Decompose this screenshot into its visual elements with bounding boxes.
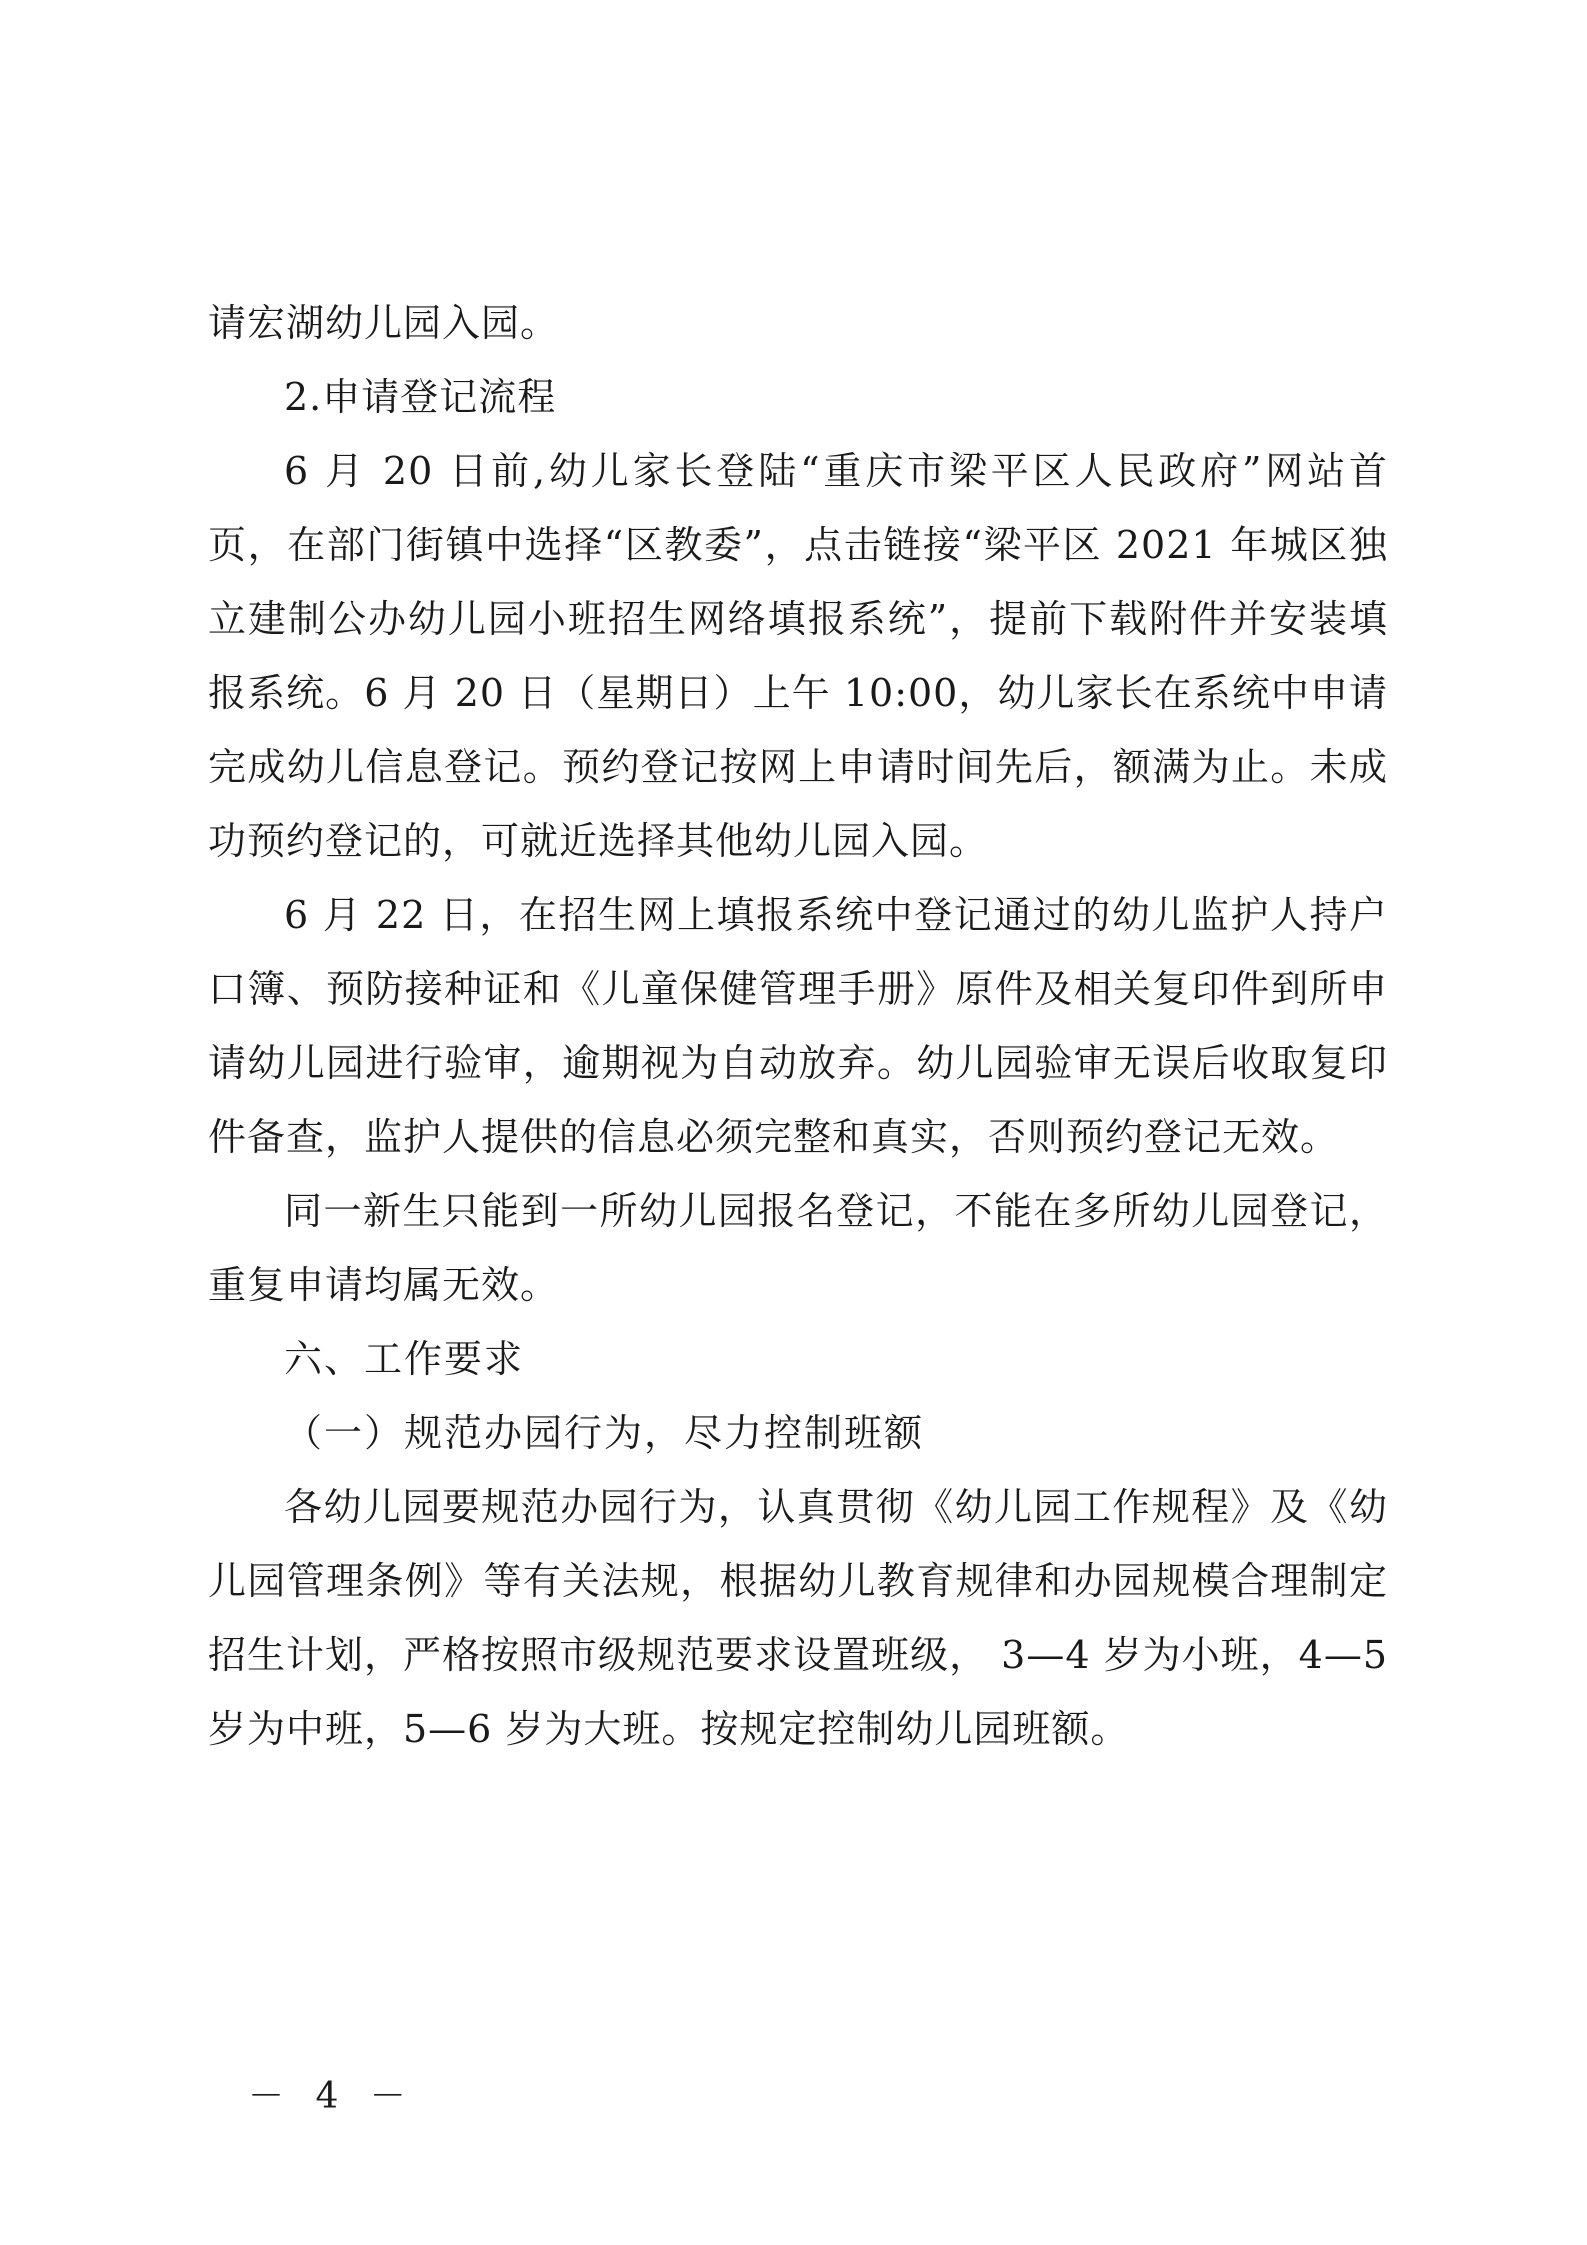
document-body [208, 286, 1388, 1766]
paragraph-single-registration: 同一新生只能到一所幼儿园报名登记，不能在多所幼儿园登记，重复申请均属无效。 [208, 1189, 1388, 1307]
section-subtitle-application-process: 2.申请登记流程 [284, 375, 557, 419]
paragraph-verification: 6 月 22 日，在招生网上填报系统中登记通过的幼儿监护人持户口簿、预防接种证和《儿童保健管理手册》原件及相关复印件到所申请幼儿园进行验审，逾期视为自动放弃。幼儿园验审无误后收取复印件备查，监护人提供的信息必须完整和真实，否则预约登记无效。 [208, 893, 1388, 1159]
paragraph-class-size: 各幼儿园要规范办园行为，认真贯彻《幼儿园工作规程》及《幼儿园管理条例》等有关法规，根据幼儿教育规律和办园规模合理制定招生计划，严格按照市级规范要求设置班级， 3—4 岁为小班，4—5 岁为中班，5—6 岁为大班。按规定控制幼儿园班额。 [208, 1485, 1388, 1751]
page-number: － 4 － [248, 2076, 416, 2117]
paragraph-continuation: 请宏湖幼儿园入园。 [208, 301, 560, 345]
section-heading-work-requirements: 六、工作要求 [284, 1337, 525, 1381]
subsection-heading-regulate-conduct: （一）规范办园行为，尽力控制班额 [284, 1411, 925, 1455]
paragraph-online-registration: 6 月 20 日前,幼儿家长登陆“重庆市梁平区人民政府”网站首页，在部门街镇中选择“区教委”，点击链接“梁平区 2021 年城区独立建制公办幼儿园小班招生网络填报系统”，提前下载附件并安装填报系统。6 月 20 日（星期日）上午 10:00，幼儿家长在系统中申请完成幼儿信息登记。预约登记按网上申请时间先后，额满为止。未成功预约登记的，可就近选择其他幼儿园入园。 [208, 449, 1388, 863]
